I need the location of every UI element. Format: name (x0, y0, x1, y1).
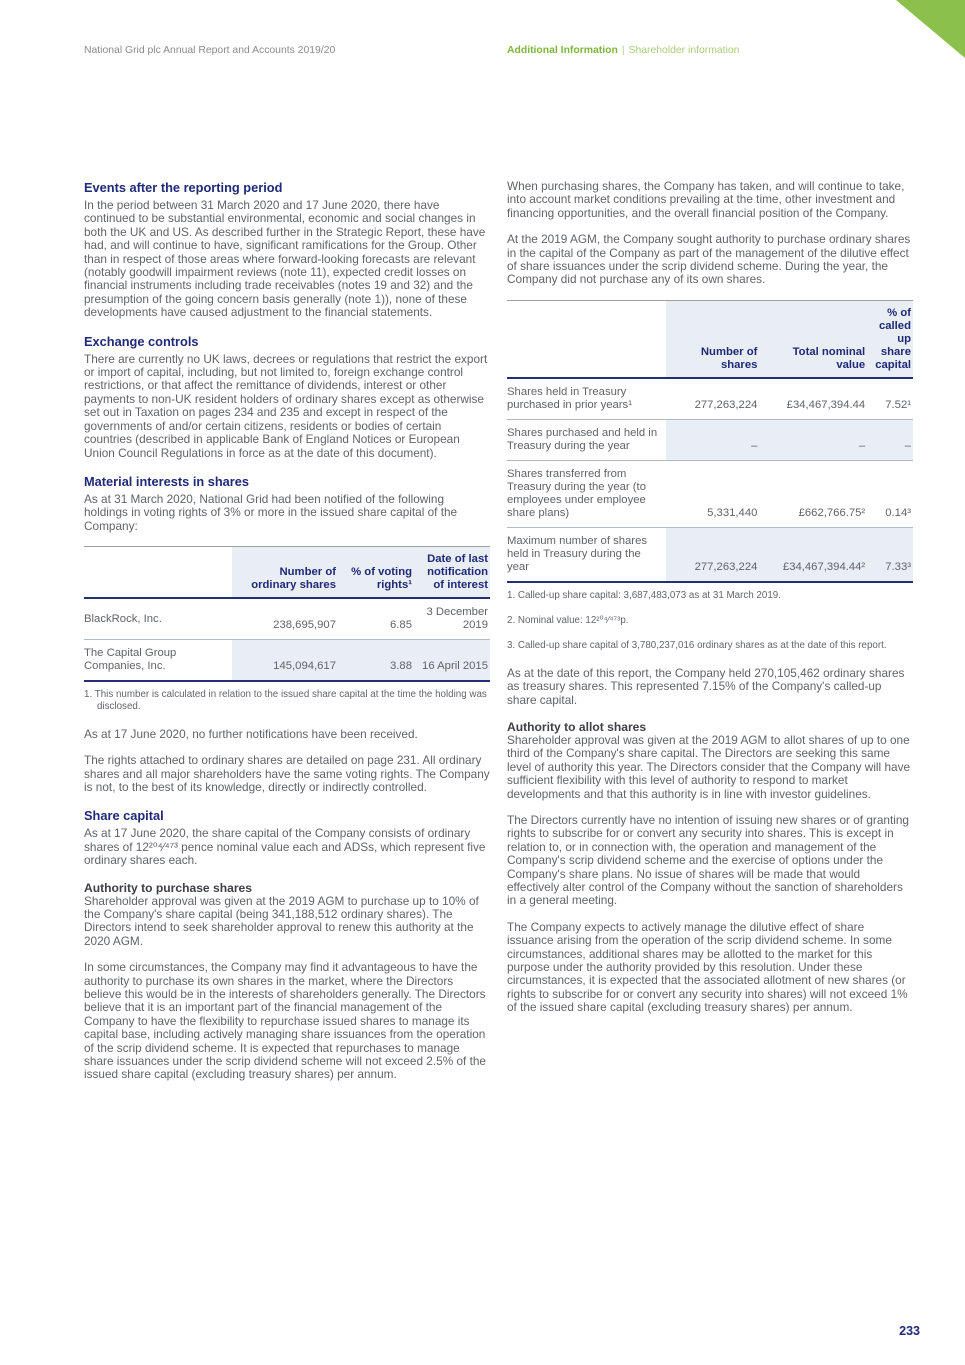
cell-value: £34,467,394.44² (759, 527, 867, 582)
table1-footnotes (84, 689, 490, 714)
footnote: 1. Called-up share capital: 3,687,483,073 as at 31 March 2019. (507, 589, 781, 601)
table-row (507, 419, 913, 460)
para-2019-agm-authority: At the 2019 AGM, the Company sought authority to purchase ordinary shares in the capital of the Company as part of the management of the dilutive effect of share issuances under the scrip dividend scheme. During the year, the Company did not purchase any of its own shares. (507, 232, 911, 287)
para-exchange-controls: There are currently no UK laws, decrees or regulations that restrict the export or import of capital, including, but not limited to, foreign exchange control restrictions, or that affect the remittance of dividends, interest or other payments to non-UK resident holders of ordinary shares except as otherwise set out in Taxation on pages 234 and 235 and except in respect of the governments of and/or certain citizens, residents or bodies of certain countries (described in applicable Bank of England Notices or European Union Council Regulations in force as at the date of this document). (84, 351, 488, 460)
table-row (84, 598, 490, 640)
treasury-shares-table (507, 300, 913, 583)
column-header: Date of last notification of interest (414, 547, 490, 599)
footnote: 3. Called-up share capital of 3,780,237,016 ordinary shares as at the date of this report. (507, 640, 887, 652)
row-label: Shares transferred from Treasury during the year (to employees under employee share plans) (507, 467, 646, 519)
cell-value: 145,094,617 (232, 640, 338, 682)
column-header: Total nominal value (759, 300, 867, 378)
para-authority-allot-2: The Directors currently have no intention of issuing new shares or of granting rights to subscribe for or convert any security into shares. This is except in relation to, or in connection with, the operation and management of the Company's scrip dividend scheme and the exercise of options under the Company's share plans. No issue of shares will be made that would effectively alter control of the Company without the sanction of shareholders in a general meeting. (507, 812, 909, 908)
cell-value: 238,695,907 (273, 619, 336, 632)
column-header: Number of ordinary shares (232, 547, 338, 599)
column-header: % of called up share capital (867, 300, 913, 378)
cell-value: 277,263,224 (666, 527, 760, 582)
para-authority-allot-3: The Company expects to actively manage the dilutive effect of share issuance arising from the operation of the scrip dividend scheme. In some circumstances, additional shares may be allotted to the market for this purpose under the authority provided by this resolution. Under these circumstances, it is expected that the associated allotment of new shares (or rights to subscribe for or convert any security into shares) will not exceed 1% of the issued share capital (excluding treasury shares) per annum. (507, 919, 908, 1015)
heading-share-capital: Share capital (84, 808, 164, 824)
heading-material-interests: Material interests in shares (84, 473, 250, 489)
heading-exchange-controls: Exchange controls (84, 333, 199, 349)
page-header (84, 45, 914, 57)
para-events-after-reporting: In the period between 31 March 2020 and 17 June 2020, there have continued to be substantial environmental, economic and social changes in both the UK and US. As described further in the Strategic Report, these have had, and will continue to have, significant ramifications for the Group. Other than in respect of those areas where forward-looking forecasts are relevant (notably goodwill impairment reviews (note 11), expected credit losses on financial instruments including trade receivables (notes 19 and 32) and the presumption of the going concern basis generally (note 1)), none of these developments have caused adjustment to the financial statements. (84, 198, 486, 320)
cell-value: – (759, 419, 867, 460)
cell-value: 7.52¹ (885, 398, 911, 411)
subheading-authority-to-allot: Authority to allot shares (507, 719, 647, 734)
cell-value: 16 April 2015 (414, 640, 490, 682)
cell-value: 3 December 2019 (426, 606, 488, 632)
cell-value: 3.88 (338, 640, 414, 682)
cell-value: – (867, 419, 913, 460)
row-label: Shares purchased and held in Treasury during the year (507, 426, 658, 452)
para-material-interests-intro: As at 31 March 2020, National Grid had been notified of the following holdings in voting rights of 3% or more in the issued share capital of the Company: (84, 491, 458, 533)
cell-value: 0.14³ (885, 506, 911, 519)
breadcrumb-subsection: Shareholder information (628, 45, 740, 56)
footnote: 1. This number is calculated in relation to the issued share capital at the time the holding was disclosed. (84, 689, 487, 713)
cell-value: £662,766.75² (798, 506, 866, 519)
table-header-row (84, 547, 490, 599)
column-header: % of voting rights¹ (338, 547, 414, 599)
row-label: The Capital Group Companies, Inc. (84, 647, 177, 673)
table-row (507, 527, 913, 582)
para-authority-purchase-1: Shareholder approval was given at the 2019 AGM to purchase up to 10% of the Company's share capital (being 341,188,512 ordinary shares). The Directors intend to seek shareholder approval to renew this authority at the 2020 AGM. (84, 893, 479, 948)
breadcrumb-section: Additional Information (507, 45, 618, 56)
column-header: Number of shares (666, 300, 760, 378)
para-treasury-held: As at the date of this report, the Company held 270,105,462 ordinary shares as treasury shares. This represented 7.15% of the Company's called-up share capital. (507, 665, 905, 707)
footnote: 2. Nominal value: 12²⁰⁴⁄⁴⁷³p. (507, 615, 629, 627)
para-when-purchasing: When purchasing shares, the Company has taken, and will continue to take, into account market conditions prevailing at the time, other investment and financing opportunities, and the overall financial position of the Company. (507, 179, 905, 220)
column-header (84, 547, 232, 599)
material-interests-table (84, 546, 490, 682)
subheading-authority-to-purchase: Authority to purchase shares (84, 880, 253, 895)
report-title: National Grid plc Annual Report and Accounts 2019/20 (84, 45, 336, 56)
para-share-capital: As at 17 June 2020, the share capital of the Company consists of ordinary shares of 12²⁰⁴⁄⁴⁷³ pence nominal value each and ADSs, which represent five ordinary shares each. (84, 826, 486, 868)
cell-value: 5,331,440 (707, 506, 758, 519)
column-header (507, 300, 666, 378)
cell-value: 6.85 (390, 619, 412, 632)
table-row (507, 378, 913, 420)
left-column (84, 180, 490, 1095)
row-label: BlackRock, Inc. (84, 612, 162, 625)
table-header-row (507, 300, 913, 378)
cell-value: £34,467,394.44 (786, 398, 866, 411)
table-row (84, 640, 490, 682)
para-no-further-notifications: As at 17 June 2020, no further notifications have been received. (84, 726, 418, 741)
table2-footnotes (507, 590, 913, 653)
right-column (507, 180, 913, 1028)
para-rights-attached: The rights attached to ordinary shares are detailed on page 231. All ordinary shares and all major shareholders have the same voting rights. The Company is not, to the best of its knowledge, directly or indirectly controlled. (84, 753, 490, 794)
breadcrumb-separator: | (621, 45, 625, 56)
row-label: Shares held in Treasury purchased in prior years¹ (507, 385, 632, 411)
para-authority-allot-1: Shareholder approval was given at the 2019 AGM to allot shares of up to one third of the Company's share capital. The Directors are seeking this same level of authority this year. The Directors consider that the Company will have sufficient flexibility with this level of authority to respond to market developments and that this authority is in line with investor guidelines. (507, 732, 911, 801)
cell-value: 277,263,224 (694, 398, 758, 411)
para-authority-purchase-2: In some circumstances, the Company may find it advantageous to have the authority to purchase its own shares in the market, where the Directors believe this would be in the interests of shareholders generally. The Directors believe that it is an important part of the financial management of the Company to have the flexibility to repurchase issued shares to manage its capital base, including actively managing share issuances from the operation of the scrip dividend scheme. It is expected that repurchases to manage share issuances under the scrip dividend scheme will not exceed 2.5% of the issued share capital (excluding treasury shares) per annum. (84, 960, 486, 1082)
page-number: 233 (899, 1324, 920, 1338)
cell-value: 7.33³ (867, 527, 913, 582)
breadcrumb (507, 45, 739, 57)
row-label: Maximum number of shares held in Treasury during the year (507, 534, 648, 573)
heading-events-after-reporting-period: Events after the reporting period (84, 180, 283, 195)
table-row (507, 460, 913, 527)
cell-value: – (666, 419, 760, 460)
content-columns (84, 180, 914, 1095)
